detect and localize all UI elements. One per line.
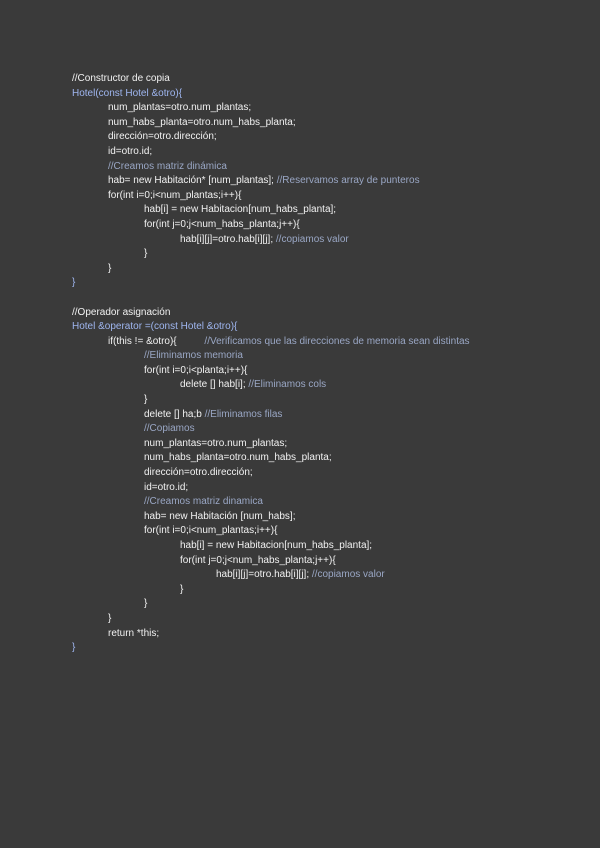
code-comment: //Eliminamos filas: [201, 408, 283, 420]
blank-line: [72, 291, 532, 306]
code-comment: //Creamos matriz dinamica: [144, 496, 263, 508]
code-line: [72, 349, 532, 364]
code-line: [72, 612, 532, 627]
code-text: hab= new Habitación* [num_plantas];: [108, 175, 274, 187]
code-line: [72, 524, 532, 539]
code-line: [72, 422, 532, 437]
code-line: [72, 101, 532, 116]
code-text: num_habs_planta=otro.num_habs_planta;: [144, 452, 332, 464]
function-signature: Hotel(const Hotel &otro){: [72, 87, 183, 99]
code-text: delete [] hab[i];: [180, 379, 246, 391]
section-comment: //Operador asignación: [72, 306, 171, 318]
code-text: hab[i][j]=otro.hab[i][j];: [216, 569, 310, 581]
code-text: }: [144, 394, 148, 406]
code-line: [72, 568, 532, 583]
code-comment: //Reservamos array de punteros: [273, 175, 420, 187]
code-line: [72, 481, 532, 496]
code-line: [72, 451, 532, 466]
code-line: [72, 218, 532, 233]
code-line: [72, 130, 532, 145]
code-text: hab= new Habitación [num_habs];: [144, 510, 296, 522]
code-comment: //Eliminamos cols: [245, 379, 327, 391]
code-comment: //copiamos valor: [309, 569, 385, 581]
code-line: [72, 72, 532, 87]
code-line: [72, 160, 532, 175]
code-line: [72, 466, 532, 481]
code-text: for(int j=0;j<num_habs_planta;j++){: [144, 218, 300, 230]
code-line: [72, 378, 532, 393]
code-line: [72, 554, 532, 569]
code-line: [72, 641, 532, 656]
code-comment: //copiamos valor: [273, 233, 349, 245]
code-line: [72, 364, 532, 379]
code-line: [72, 276, 532, 291]
code-line: [72, 320, 532, 335]
code-line: [72, 408, 532, 423]
code-text: hab[i] = new Habitacion[num_habs_planta];: [144, 204, 337, 216]
code-line: [72, 189, 532, 204]
code-line: [72, 145, 532, 160]
code-text: for(int i=0;i<num_plantas;i++){: [108, 189, 242, 201]
code-line: [72, 247, 532, 262]
code-text: dirección=otro.dirección;: [144, 467, 253, 479]
code-text: id=otro.id;: [144, 481, 189, 493]
code-line: [72, 597, 532, 612]
code-text: hab[i][j]=otro.hab[i][j];: [180, 233, 274, 245]
code-comment: //Creamos matriz dinámica: [108, 160, 227, 172]
code-line: [72, 306, 532, 321]
code-line: [72, 203, 532, 218]
code-text: }: [72, 277, 76, 289]
code-text: id=otro.id;: [108, 145, 153, 157]
code-text: }: [72, 642, 76, 654]
section-comment: //Constructor de copia: [72, 73, 170, 84]
code-line: [72, 233, 532, 248]
code-line: [72, 583, 532, 598]
code-text: dirección=otro.dirección;: [108, 131, 217, 143]
code-comment: //Copiamos: [144, 423, 195, 435]
code-text: for(int i=0;i<planta;i++){: [144, 364, 248, 376]
code-text: }: [108, 262, 112, 274]
code-text: for(int i=0;i<num_plantas;i++){: [144, 525, 278, 537]
code-text: if(this != &otro){: [108, 335, 177, 347]
code-line: [72, 539, 532, 554]
code-line: [72, 393, 532, 408]
code-text: hab[i] = new Habitacion[num_habs_planta];: [180, 540, 373, 551]
code-text: }: [108, 612, 112, 624]
code-text: num_plantas=otro.num_plantas;: [144, 437, 288, 449]
code-text: }: [180, 583, 184, 595]
code-text: delete [] ha;b: [144, 408, 202, 420]
code-line: [72, 495, 532, 510]
code-line: [72, 116, 532, 131]
code-text: }: [144, 598, 148, 610]
code-text: num_plantas=otro.num_plantas;: [108, 102, 252, 114]
code-comment: //Verificamos que las direcciones de memoria sean distintas: [176, 335, 470, 347]
code-comment: //Eliminamos memoria: [144, 350, 243, 362]
code-line: [72, 335, 532, 350]
code-line: [72, 87, 532, 102]
code-line: [72, 510, 532, 525]
code-line: [72, 627, 532, 642]
function-signature: Hotel &operator =(const Hotel &otro){: [72, 321, 238, 333]
code-line: [72, 174, 532, 189]
code-text: num_habs_planta=otro.num_habs_planta;: [108, 116, 296, 128]
code-line: [72, 262, 532, 277]
code-document: [72, 72, 532, 656]
code-line: [72, 437, 532, 452]
code-text: }: [144, 248, 148, 260]
code-text: for(int j=0;j<num_habs_planta;j++){: [180, 554, 336, 566]
code-text: return *this;: [108, 627, 160, 639]
